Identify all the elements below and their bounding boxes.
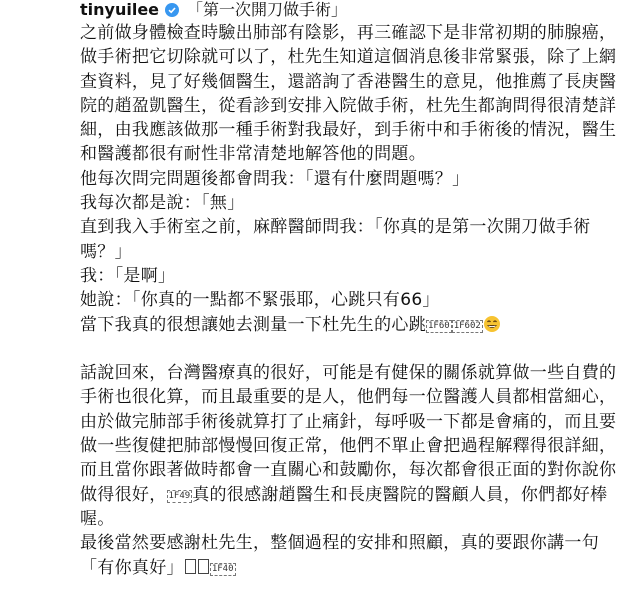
missing-emoji-glyph: 1F60 — [428, 320, 450, 331]
paragraph-taiwan-text: 話說回來，台灣醫療真的很好，可能是有健保的關係就算做一些自費的手術也很化算，而且最重要的是人，他們每一位醫護人員都相當細心，由於做完肺部手術後就算打了止痛針，每呼吸一下都是會痛的，而且要做一些復健把肺部慢慢回復正常，他們不單止會把過程解釋得很詳細，而且當你跟著做時都會一直關心和鼓勵你，每次都會很正面的對你說你做得很好， — [80, 363, 617, 505]
missing-emoji-glyph: 1F40 — [211, 563, 234, 574]
username-link[interactable]: tinyuilee — [80, 0, 160, 19]
missing-glyph-box — [198, 559, 209, 574]
paragraph-taiwan — [80, 361, 626, 531]
caption-header — [80, 0, 347, 20]
paragraph-answer: 我每次都是說：「無」 — [80, 193, 245, 214]
missing-emoji-glyph: 1F49 — [168, 490, 191, 501]
paragraph-measure — [80, 313, 626, 337]
paragraph-intro: 之前做身體檢查時驗出肺部有陰影，再三確認下是非常初期的肺腺癌，做手術把它切除就可以了，杜先生知道這個消息後非常緊張，除了上網查資料，見了好幾個醫生，還諮詢了香港醫生的意見，他推薦了長庚醫院的趙盈凱醫生，從看診到安排入院做手術，杜先生都詢問得很清楚詳細，由我應該做那一種手術對我最好，到手術中和手術後的情況，醫生和醫護都很有耐性非常清楚地解答他的問題。 — [80, 23, 617, 165]
missing-emoji-glyph: 1F602 — [453, 320, 481, 331]
missing-glyph-box — [185, 559, 196, 574]
paragraph-question: 他每次問完問題後都會問我：「還有什麼問題嗎？」 — [80, 168, 470, 189]
caption-body — [80, 21, 626, 580]
verified-badge-icon — [165, 3, 179, 17]
paragraph-final — [80, 531, 626, 580]
laughing-emoji-icon — [483, 315, 501, 333]
paragraph-thanks-text: 真的很感謝趙醫生和長庚醫院的醫顧人員，你們都好棒喔。 — [80, 484, 608, 529]
post-title: 「第一次開刀做手術」 — [187, 0, 348, 19]
paragraph-final-text: 最後當然要感謝杜先生，整個過程的安排和照顧，真的要跟你講一句「有你真好」 — [80, 533, 599, 578]
paragraph-reply: 我：「是啊」 — [80, 265, 176, 286]
paragraph-measure-text: 當下我真的很想讓她去測量一下杜先生的心跳 — [80, 314, 426, 335]
paragraph-spacer — [80, 337, 626, 361]
paragraph-anesthesia: 直到我入手術室之前，麻醉醫師問我：「你真的是第一次開刀做手術嗎？」 — [80, 217, 591, 262]
paragraph-heartbeat: 她說：「你真的一點都不緊張耶，心跳只有66」 — [80, 290, 440, 311]
